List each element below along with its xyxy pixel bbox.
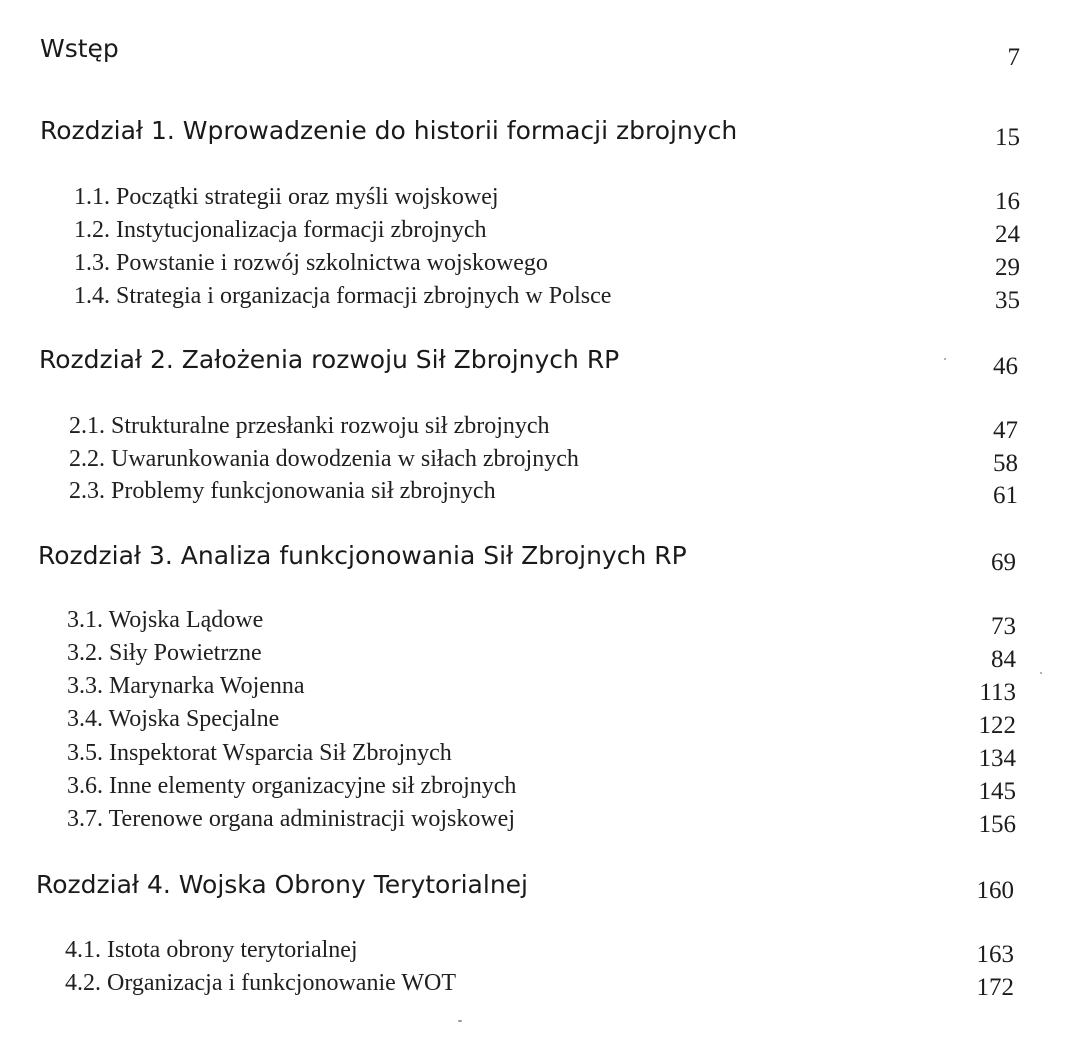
section-2-1-title: 2.1. Strukturalne przesłanki rozwoju sił zbrojnych — [69, 413, 550, 439]
section-4-2-title: 4.2. Organizacja i funkcjonowanie WOT — [65, 970, 456, 996]
section-3-4-page: 122 — [978, 712, 1016, 739]
section-1-4-page: 35 — [995, 287, 1020, 314]
section-4-1-page: 163 — [976, 941, 1014, 968]
section-3-7-page: 156 — [978, 811, 1016, 838]
section-3-3-page: 113 — [979, 679, 1016, 706]
chapter-4-title: Rozdział 4. Wojska Obrony Terytorialnej — [36, 870, 528, 899]
section-2-1-page: 47 — [993, 417, 1018, 444]
section-1-3-title: 1.3. Powstanie i rozwój szkolnictwa wojskowego — [74, 250, 548, 276]
section-1-2-title: 1.2. Instytucjonalizacja formacji zbrojnych — [74, 217, 487, 243]
section-4-2-page: 172 — [976, 974, 1014, 1001]
section-1-2-page: 24 — [995, 221, 1020, 248]
chapter-3-title: Rozdział 3. Analiza funkcjonowania Sił Zbrojnych RP — [38, 541, 687, 570]
section-3-7-title: 3.7. Terenowe organa administracji wojskowej — [67, 806, 515, 832]
section-1-3-page: 29 — [995, 254, 1020, 281]
section-1-4-title: 1.4. Strategia i organizacja formacji zbrojnych w Polsce — [74, 283, 612, 309]
intro-page: 7 — [1007, 44, 1020, 71]
section-2-3-title: 2.3. Problemy funkcjonowania sił zbrojnych — [69, 478, 496, 504]
section-1-1-title: 1.1. Początki strategii oraz myśli wojskowej — [74, 184, 499, 210]
chapter-3-page: 69 — [991, 549, 1016, 576]
section-3-5-page: 134 — [978, 745, 1016, 772]
chapter-4-page: 160 — [976, 877, 1014, 904]
section-3-1-title: 3.1. Wojska Lądowe — [67, 607, 264, 633]
intro-title: Wstęp — [40, 34, 119, 63]
scan-speck — [944, 358, 946, 360]
section-1-1-page: 16 — [995, 188, 1020, 215]
section-2-3-page: 61 — [993, 482, 1018, 509]
chapter-1-title: Rozdział 1. Wprowadzenie do historii formacji zbrojnych — [40, 116, 738, 145]
chapter-1-page: 15 — [995, 124, 1020, 151]
section-4-1-title: 4.1. Istota obrony terytorialnej — [65, 937, 358, 963]
scan-speck — [1040, 672, 1042, 674]
section-3-5-title: 3.5. Inspektorat Wsparcia Sił Zbrojnych — [67, 740, 452, 766]
section-3-6-page: 145 — [978, 778, 1016, 805]
section-3-3-title: 3.3. Marynarka Wojenna — [67, 673, 305, 699]
chapter-2-page: 46 — [993, 353, 1018, 380]
section-3-6-title: 3.6. Inne elementy organizacyjne sił zbrojnych — [67, 773, 517, 799]
chapter-2-title: Rozdział 2. Założenia rozwoju Sił Zbrojnych RP — [39, 345, 620, 374]
section-2-2-page: 58 — [993, 450, 1018, 477]
section-3-4-title: 3.4. Wojska Specjalne — [67, 706, 280, 732]
section-3-2-page: 84 — [991, 646, 1016, 673]
section-3-1-page: 73 — [991, 613, 1016, 640]
section-3-2-title: 3.2. Siły Powietrzne — [67, 640, 262, 666]
section-2-2-title: 2.2. Uwarunkowania dowodzenia w siłach zbrojnych — [69, 446, 579, 472]
scan-speck — [458, 1020, 462, 1022]
